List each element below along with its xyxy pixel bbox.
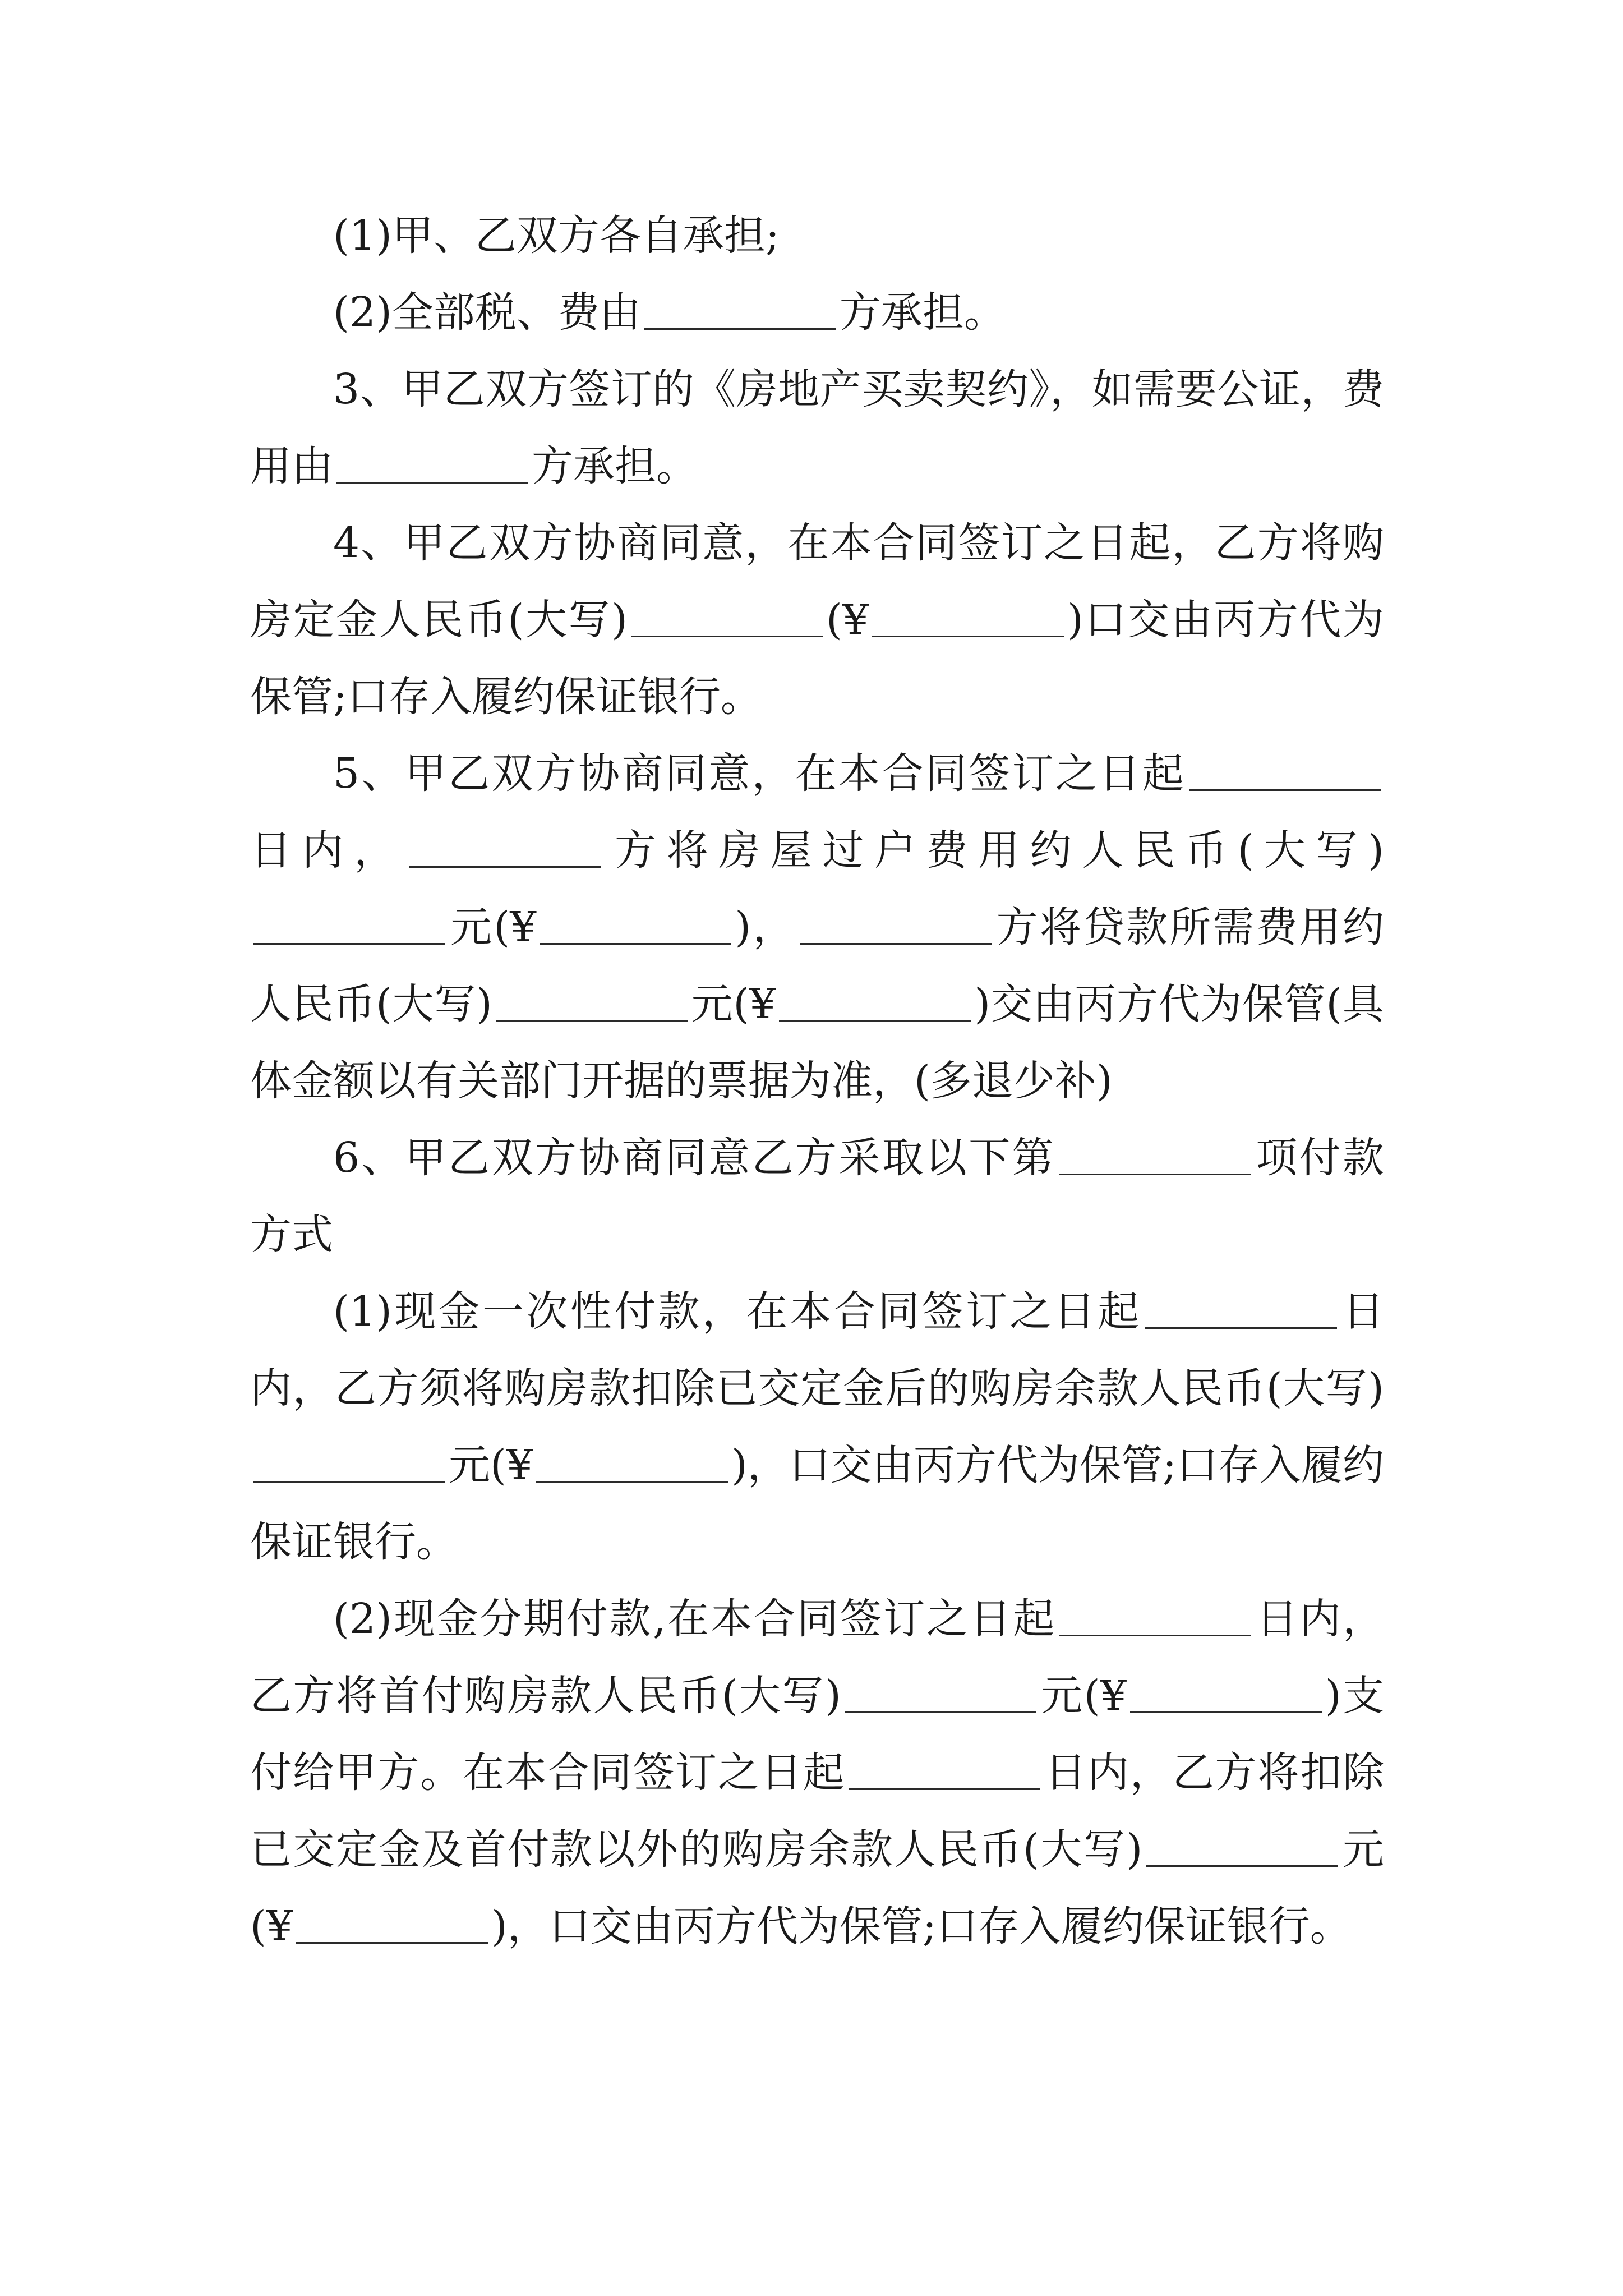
- contract-paragraph: [250, 274, 1384, 351]
- paragraph-text: 4、甲乙双方协商同意，在本合同签订之日起，乙方将购房定金人民币(大写): [250, 519, 1384, 644]
- paragraph-text: 元(¥: [449, 1441, 533, 1489]
- fill-in-blank: [800, 909, 992, 945]
- fill-in-blank: [1059, 1601, 1251, 1636]
- fill-in-blank: [1146, 1832, 1338, 1867]
- fill-in-blank: [253, 909, 445, 945]
- paragraph-text: )交由丙方代为保管(具体金额以有关部门开据的票据为准，(多退少补): [250, 980, 1384, 1105]
- paragraph-text: (2)全部税、费由: [333, 288, 641, 337]
- paragraph-text: )，: [735, 903, 796, 951]
- paragraph-text: 方承担。: [532, 442, 698, 490]
- paragraph-text: (1)甲、乙双方各自承担;: [333, 211, 780, 260]
- fill-in-blank: [336, 448, 528, 484]
- contract-text: [250, 197, 1384, 1965]
- fill-in-blank: [631, 602, 823, 637]
- paragraph-text: 元(¥: [1039, 1672, 1127, 1720]
- fill-in-blank: [845, 1678, 1036, 1713]
- fill-in-blank: [496, 986, 688, 1022]
- fill-in-blank: [536, 1447, 728, 1483]
- paragraph-text: 方将贷款所需费用约人民币(大写): [250, 903, 1385, 1028]
- fill-in-blank: [849, 1755, 1040, 1790]
- fill-in-blank: [1189, 756, 1381, 791]
- paragraph-text: 元(¥: [449, 903, 537, 951]
- contract-paragraph: [250, 735, 1384, 1120]
- paragraph-text: 3、甲乙双方签订的《房地产买卖契约》，如需要公证，费用由: [250, 365, 1384, 490]
- paragraph-text: (1)现金一次性付款，在本合同签订之日起: [333, 1287, 1142, 1336]
- paragraph-text: 元(¥: [250, 1825, 1384, 1950]
- paragraph-text: )，口交由丙方代为保管;口存入履约保证银行。: [491, 1902, 1352, 1950]
- fill-in-blank: [540, 909, 731, 945]
- paragraph-text: )，口交由丙方代为保管;口存入履约保证银行。: [250, 1441, 1384, 1566]
- contract-paragraph: [250, 197, 1384, 274]
- contract-paragraph: [250, 351, 1384, 505]
- paragraph-text: (2)现金分期付款,在本合同签订之日起: [333, 1595, 1057, 1643]
- paragraph-text: 6、甲乙双方协商同意乙方采取以下第: [333, 1134, 1055, 1182]
- contract-paragraph: [250, 505, 1384, 735]
- paragraph-text: 日内，乙方将扣除已交定金及首付款以外的购房余款人民币(大写): [250, 1749, 1384, 1874]
- contract-paragraph: [250, 1581, 1384, 1965]
- paragraph-text: (¥: [826, 596, 869, 644]
- paragraph-text: 5、甲乙双方协商同意，在本合同签订之日起: [333, 749, 1186, 798]
- paragraph-text: )支付给甲方。在本合同签订之日起: [250, 1672, 1384, 1797]
- fill-in-blank: [779, 986, 971, 1022]
- contract-paragraph: [250, 1273, 1384, 1581]
- fill-in-blank: [253, 1447, 445, 1483]
- fill-in-blank: [1145, 1294, 1337, 1329]
- paragraph-text: )口交由丙方代为保管;口存入履约保证银行。: [250, 596, 1384, 721]
- fill-in-blank: [872, 602, 1064, 637]
- fill-in-blank: [1130, 1678, 1322, 1713]
- contract-paragraph: [250, 1120, 1384, 1273]
- paragraph-text: 项付款方式: [250, 1134, 1384, 1259]
- fill-in-blank: [644, 295, 836, 330]
- fill-in-blank: [1059, 1140, 1251, 1175]
- paragraph-text: 日内，乙方须将购房款扣除已交定金后的购房余款人民币(大写): [250, 1287, 1385, 1412]
- fill-in-blank: [296, 1908, 488, 1944]
- paragraph-text: 方将房屋过户费用约人民币(大写): [604, 826, 1384, 875]
- paragraph-text: 方承担。: [839, 288, 1006, 337]
- paragraph-text: 日内，: [250, 826, 406, 875]
- paragraph-text: 元(¥: [690, 980, 776, 1028]
- fill-in-blank: [409, 832, 601, 868]
- paragraph-text: 日内，乙方将首付购房款人民币(大写): [250, 1595, 1385, 1720]
